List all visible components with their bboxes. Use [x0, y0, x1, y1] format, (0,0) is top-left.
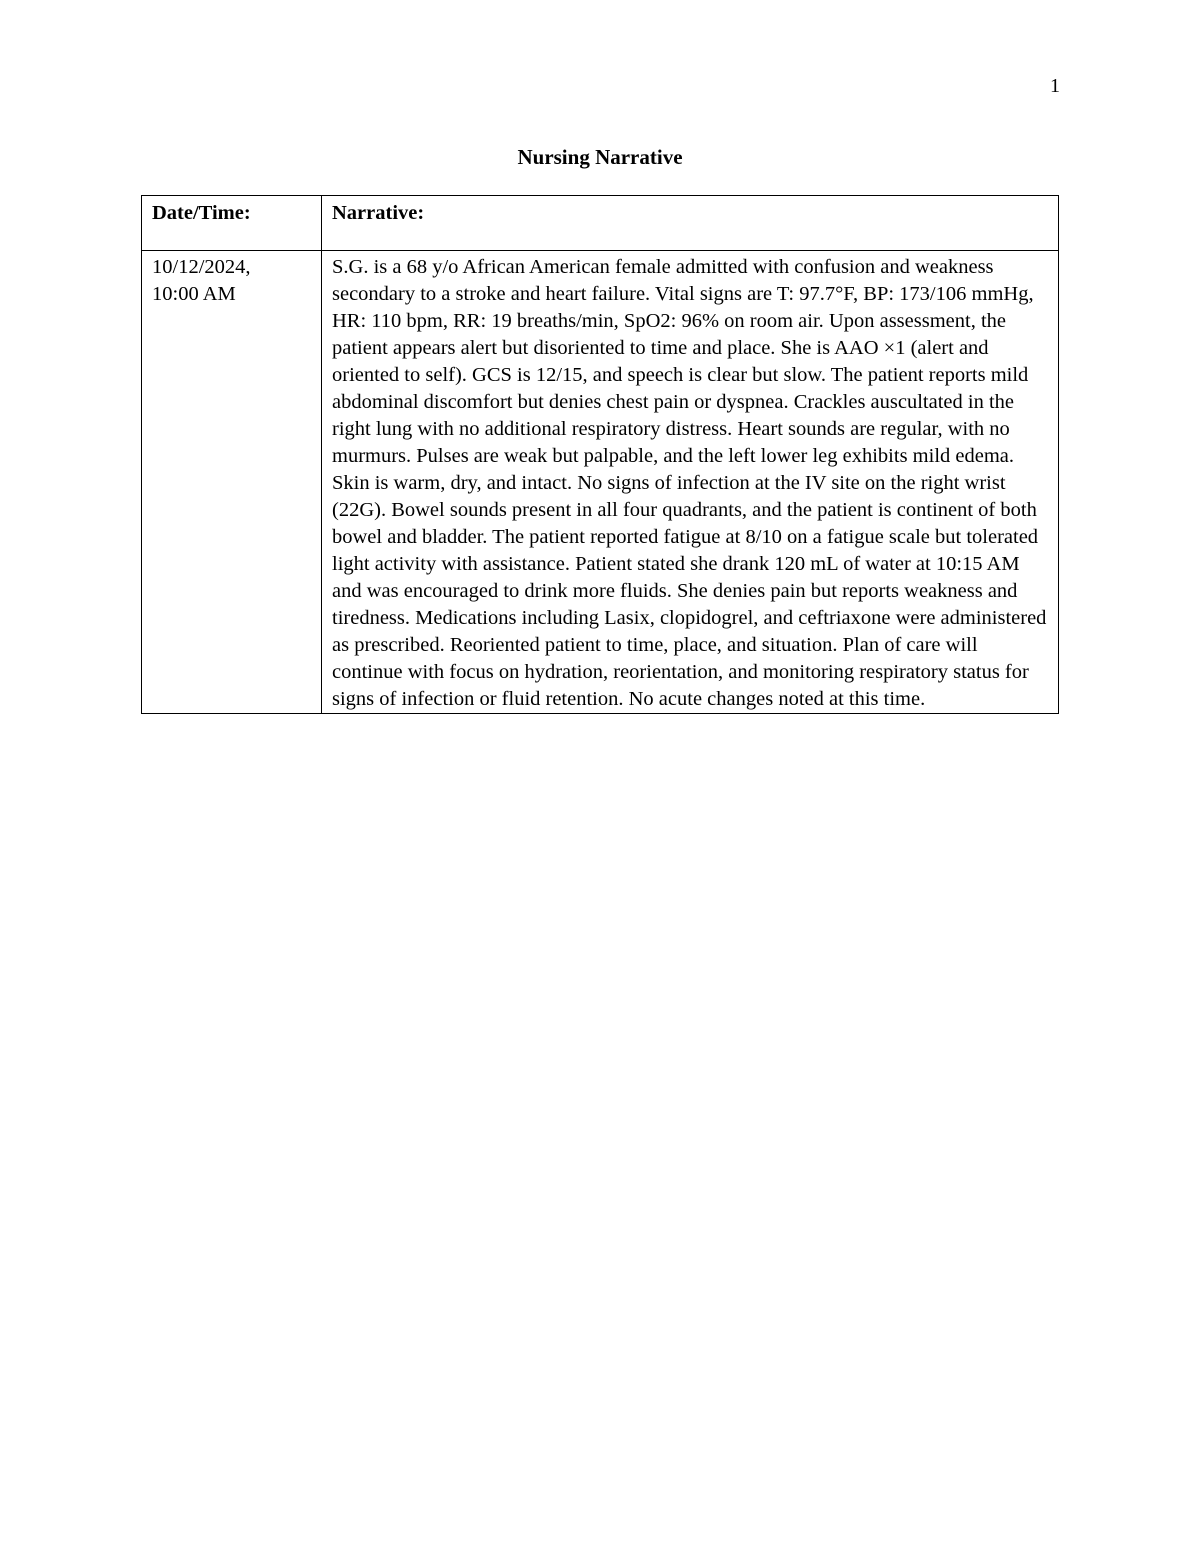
nursing-narrative-table [141, 195, 1059, 714]
header-narrative: Narrative: [322, 196, 1059, 251]
page-number: 1 [1050, 75, 1060, 97]
entry-narrative: S.G. is a 68 y/o African American female admitted with confusion and weakness secondary to a stroke and heart failure. Vital signs are T: 97.7°F, BP: 173/106 mmHg, HR: 110 bpm, RR: 19 breaths/min, SpO2: 96% on room air. Upon assessment, the patient appears alert but disoriented to time and place. She is AAO ×1 (alert and oriented to self). GCS is 12/15, and speech is clear but slow. The patient reports mild abdominal discomfort but denies chest pain or dyspnea. Crackles auscultated in the right lung with no additional respiratory distress. Heart sounds are regular, with no murmurs. Pulses are weak but palpable, and the left lower leg exhibits mild edema. Skin is warm, dry, and intact. No signs of infection at the IV site on the right wrist (22G). Bowel sounds present in all four quadrants, and the patient is continent of both bowel and bladder. The patient reported fatigue at 8/10 on a fatigue scale but tolerated light activity with assistance. Patient stated she drank 120 mL of water at 10:15 AM and was encouraged to drink more fluids. She denies pain but reports weakness and tiredness. Medications including Lasix, clopidogrel, and ceftriaxone were administered as prescribed. Reoriented patient to time, place, and situation. Plan of care will continue with focus on hydration, reorientation, and monitoring respiratory status for signs of infection or fluid retention. No acute changes noted at this time. [322, 251, 1059, 714]
entry-date-time: 10/12/2024, 10:00 AM [142, 251, 322, 714]
table-row [142, 251, 1059, 714]
header-date-time: Date/Time: [142, 196, 322, 251]
table-header-row [142, 196, 1059, 251]
document-title: Nursing Narrative [517, 145, 683, 169]
